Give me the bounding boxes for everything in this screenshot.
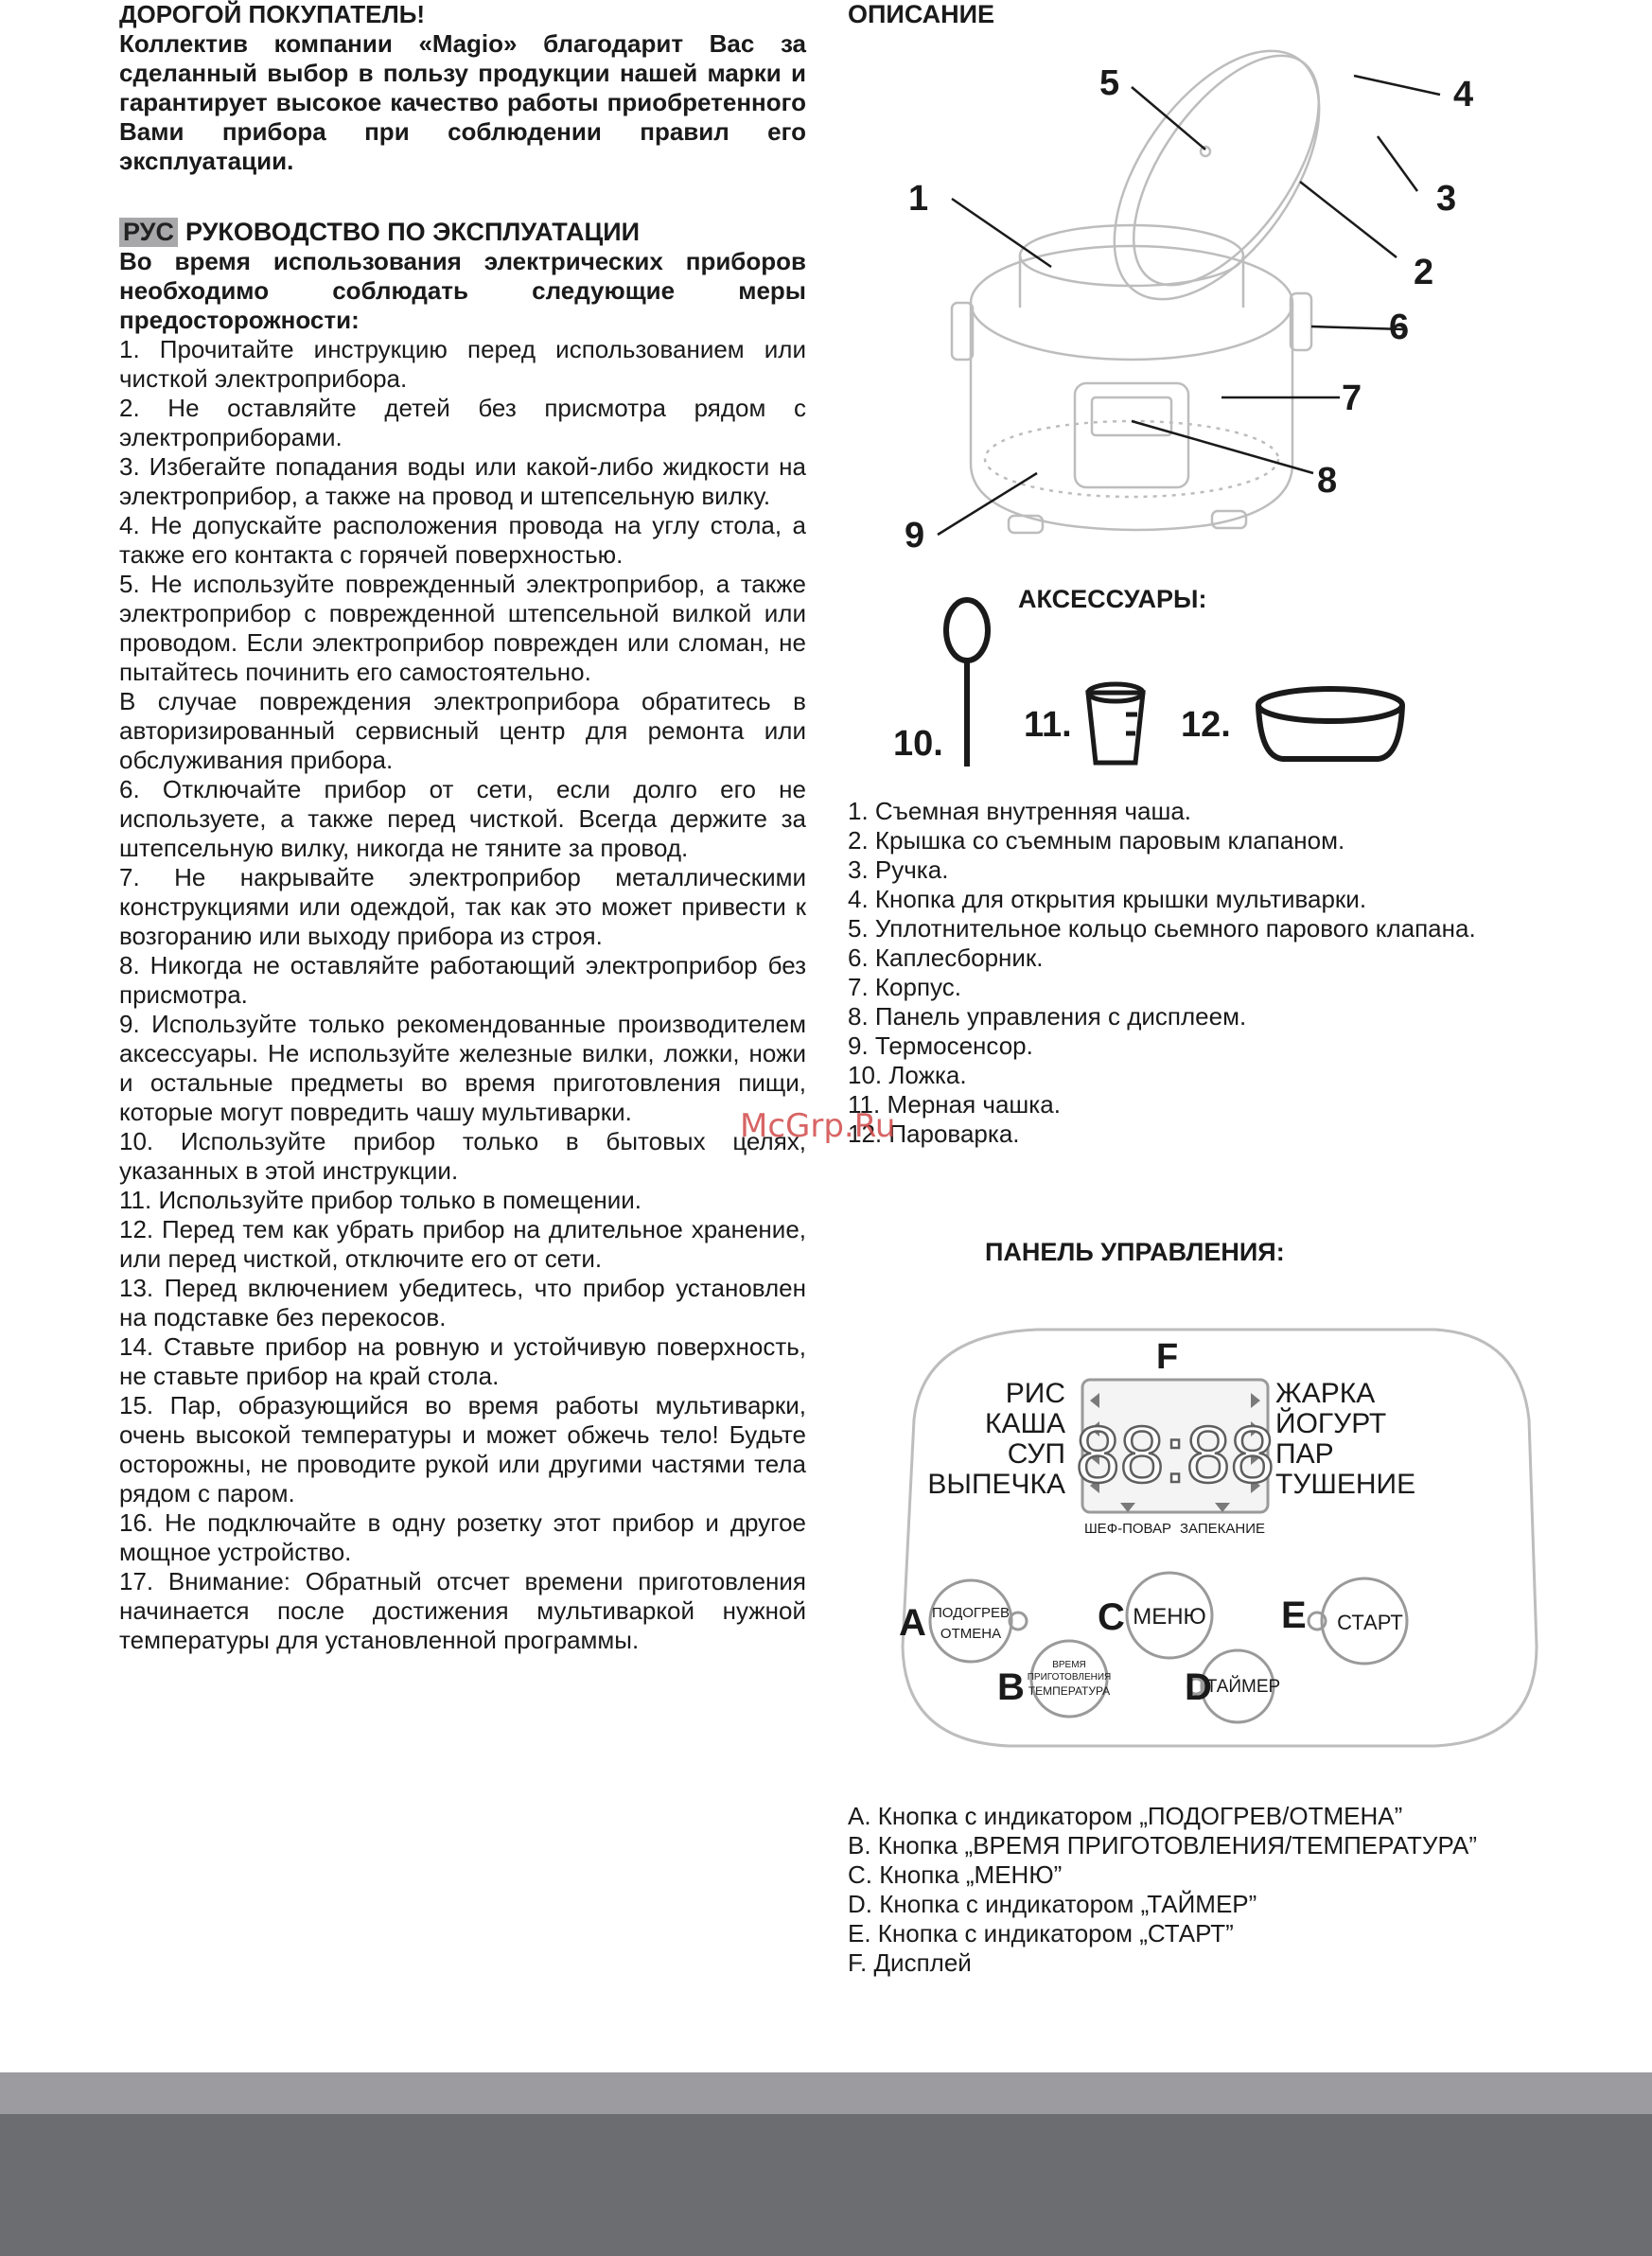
list-item: 5. Уплотнительное кольцо сьемного парового клапана. [848, 914, 1476, 943]
list-item: 1. Съемная внутренняя чаша. [848, 797, 1192, 825]
list-item: 6. Каплесборник. [848, 943, 1044, 972]
callout-8: 8 [1317, 461, 1338, 501]
program-frying: ЖАРКА [1275, 1378, 1376, 1409]
safety-rule: В случае повреждения электроприбора обратитесь в авторизированный сервисный центр для ремонта или обслуживания прибора. [119, 687, 806, 774]
steamer-icon [1258, 705, 1402, 759]
list-item: 2. Крышка со съемным паровым клапаном. [848, 826, 1345, 855]
safety-rule: 8. Никогда не оставляйте работающий электроприбор без присмотра. [119, 951, 806, 1009]
callout-6: 6 [1389, 308, 1410, 347]
program-rice: РИС [1005, 1378, 1065, 1409]
display-digits: 88:88 [1075, 1410, 1275, 1499]
accessories-section [848, 577, 1605, 785]
safety-rule: 11. Используйте прибор только в помещении. [119, 1186, 642, 1214]
inner-bowl-rim [1020, 225, 1243, 286]
control-panel-title: ПАНЕЛЬ УПРАВЛЕНИЯ: [985, 1238, 1285, 1266]
safety-rule: 13. Перед включением убедитесь, что прибор установлен на подставке без перекосов. [119, 1274, 806, 1331]
list-item: 7. Корпус. [848, 973, 961, 1001]
spoon-icon [946, 600, 988, 661]
safety-rule: 5. Не используйте поврежденный электроприбор, а также электроприбор с поврежденной штепсельной вилкой или проводом. Если электроприбор поврежден или сломан, не пытайтесь починить его самостоятельно. [119, 570, 806, 686]
parts-list [848, 797, 1510, 1149]
callout-4: 4 [1453, 75, 1474, 115]
list-item: 3. Ручка. [848, 855, 949, 884]
steamer-rim [1258, 689, 1402, 721]
program-steam: ПАР [1275, 1438, 1334, 1470]
leader-line-2 [1300, 182, 1397, 257]
menu-button[interactable]: МЕНЮ [1133, 1604, 1206, 1630]
body-shape [971, 303, 1292, 530]
leader-line-4 [1354, 76, 1440, 95]
safety-rule: 9. Используйте только рекомендованные производителем аксессуары. Не используйте железные вилки, ложки, ножи и остальные предметы во время приготовления пищи, которые могут повредить чашу мультиварки. [119, 1010, 806, 1126]
control-panel-diagram [848, 1306, 1605, 1779]
greeting-heading: ДОРОГОЙ ПОКУПАТЕЛЬ! [119, 0, 426, 28]
callout-2: 2 [1414, 253, 1434, 292]
left-foot [1009, 516, 1043, 533]
list-item: C. Кнопка „МЕНЮ” [848, 1860, 1063, 1889]
button-e-letter: E [1281, 1595, 1307, 1636]
cook-time-temp-button-line3[interactable]: ТЕМПЕРАТУРА [1028, 1684, 1111, 1698]
watermark: McGrp.Ru [740, 1107, 896, 1145]
program-yogurt: ЙОГУРТ [1275, 1408, 1387, 1439]
safety-rule: 3. Избегайте попадания воды или какой-либо жидкости на электроприбор, а также на провод и штепсельную вилку. [119, 452, 806, 510]
button-c-letter: C [1098, 1596, 1125, 1638]
list-item: B. Кнопка „ВРЕМЯ ПРИГОТОВЛЕНИЯ/ТЕМПЕРАТУРА” [848, 1831, 1478, 1859]
list-item: 11. Мерная чашка. [848, 1090, 1061, 1119]
list-item: 9. Термосенсор. [848, 1031, 1033, 1060]
warm-cancel-button-line2[interactable]: ОТМЕНА [940, 1626, 1002, 1642]
safety-rule: 10. Используйте прибор только в бытовых целях, указанных в этой инструкции. [119, 1127, 806, 1185]
button-d-letter: D [1185, 1666, 1212, 1708]
leader-line-3 [1378, 136, 1417, 191]
accessory-number-12: 12. [1181, 705, 1231, 745]
control-panel-illustration [848, 1306, 1605, 1779]
safety-rule: 14. Ставьте прибор на ровную и устойчивую поверхность, не ставьте прибор на край стола. [119, 1332, 806, 1390]
safety-rule: 15. Пар, образующийся во время работы мультиварки, очень высокой температуры и может обжечь тело! Будьте осторожны, не проводите рукой или другими частями тела рядом с паром. [119, 1391, 806, 1507]
cook-time-temp-button[interactable]: ВРЕМЯ [1052, 1660, 1086, 1670]
manual-heading [119, 218, 806, 247]
list-item: F. Дисплей [848, 1948, 972, 1977]
accessory-number-10: 10. [893, 724, 943, 764]
callout-5: 5 [1099, 63, 1120, 103]
description-title: ОПИСАНИЕ [848, 0, 995, 28]
cook-time-temp-button-line2[interactable]: ПРИГОТОВЛЕНИЯ [1027, 1672, 1112, 1683]
program-soup: СУП [1007, 1438, 1065, 1470]
leader-line-9 [938, 473, 1037, 535]
left-column [119, 0, 806, 1655]
display-f-label: F [1156, 1337, 1179, 1377]
accessories-illustration [848, 577, 1605, 785]
list-item: 4. Кнопка для открытия крышки мультиварки. [848, 885, 1367, 913]
callout-3: 3 [1436, 179, 1457, 219]
callout-1: 1 [908, 179, 929, 219]
multicooker-illustration [848, 19, 1605, 587]
thermosensor-zone [985, 421, 1278, 497]
leader-line-8 [1132, 421, 1313, 473]
button-a-outline [930, 1580, 1011, 1662]
accessory-number-11: 11. [1024, 705, 1072, 745]
manual-title: РУКОВОДСТВО ПО ЭКСПЛУАТАЦИИ [185, 218, 641, 246]
program-porridge: КАША [985, 1408, 1065, 1439]
program-stewing: ТУШЕНИЕ [1275, 1469, 1416, 1500]
list-item: D. Кнопка с индикатором „ТАЙМЕР” [848, 1890, 1257, 1918]
callout-7: 7 [1342, 379, 1362, 418]
program-baking: ВЫПЕЧКА [927, 1469, 1065, 1500]
safety-rule: 12. Перед тем как убрать прибор на длительное хранение, или перед чисткой, отключите его от сети. [119, 1215, 806, 1273]
button-a-letter: A [899, 1602, 926, 1644]
list-item: A. Кнопка с индикатором „ПОДОГРЕВ/ОТМЕНА” [848, 1802, 1403, 1830]
sub-label-casserole: ЗАПЕКАНИЕ [1179, 1521, 1266, 1537]
safety-rule: 7. Не накрывайте электроприбор металлическими конструкциями или одеждой, так как это может привести к возгоранию или выходу прибора из строя. [119, 863, 806, 950]
safety-rule: 6. Отключайте прибор от сети, если долго его не используете, а также перед чисткой. Всегда держите за штепсельную вилку, никогда не тяните за провод. [119, 775, 806, 862]
buttons-legend [848, 1802, 1605, 1978]
greeting-text: Коллектив компании «Magio» благодарит Вас за сделанный выбор в пользу продукции нашей марки и гарантирует высокое качество работы приобретенного Вами прибора при соблюдении правил его эксплуатации. [119, 29, 806, 175]
safety-rule: 4. Не допускайте расположения провода на углу стола, а также его контакта с горячей поверхностью. [119, 511, 806, 569]
list-item: E. Кнопка с индикатором „СТАРТ” [848, 1919, 1234, 1948]
safety-rule: 17. Внимание: Обратный отсчет времени приготовления начинается после достижения мультиваркой нужной температуры для установленной программы. [119, 1567, 806, 1654]
list-item: 12. Пароварка. [848, 1119, 1020, 1148]
drip-collector-shape [1291, 293, 1311, 350]
footer-band-dark [0, 2114, 1652, 2256]
accessories-title: АКСЕССУАРЫ: [1018, 585, 1207, 613]
safety-rule: 1. Прочитайте инструкцию перед использованием или чисткой электроприбора. [119, 335, 806, 393]
sub-label-chef: ШЕФ-ПОВАР [1083, 1521, 1172, 1537]
leader-line-1 [952, 199, 1051, 267]
button-b-letter: B [997, 1666, 1025, 1708]
safety-rule: 16. Не подключайте в одну розетку этот прибор и другое мощное устройство. [119, 1508, 806, 1566]
start-button[interactable]: СТАРТ [1337, 1611, 1403, 1634]
callout-9: 9 [905, 516, 925, 555]
safety-rules [119, 335, 806, 1655]
language-badge: РУС [119, 218, 178, 247]
timer-button[interactable]: ТАЙМЕР [1205, 1677, 1281, 1697]
left-handle-shape [952, 303, 973, 360]
footer-band-light [0, 2072, 1652, 2114]
multicooker-diagram [848, 19, 1605, 587]
safety-intro: Во время использования электрических приборов необходимо соблюдать следующие меры предосторожности: [119, 247, 806, 334]
list-item: 10. Ложка. [848, 1061, 967, 1089]
warm-cancel-button[interactable]: ПОДОГРЕВ [931, 1605, 1011, 1621]
safety-rule: 2. Не оставляйте детей без присмотра рядом с электроприборами. [119, 394, 806, 451]
list-item: 8. Панель управления с дисплеем. [848, 1002, 1247, 1031]
inner-bowl-walls [1020, 256, 1243, 308]
